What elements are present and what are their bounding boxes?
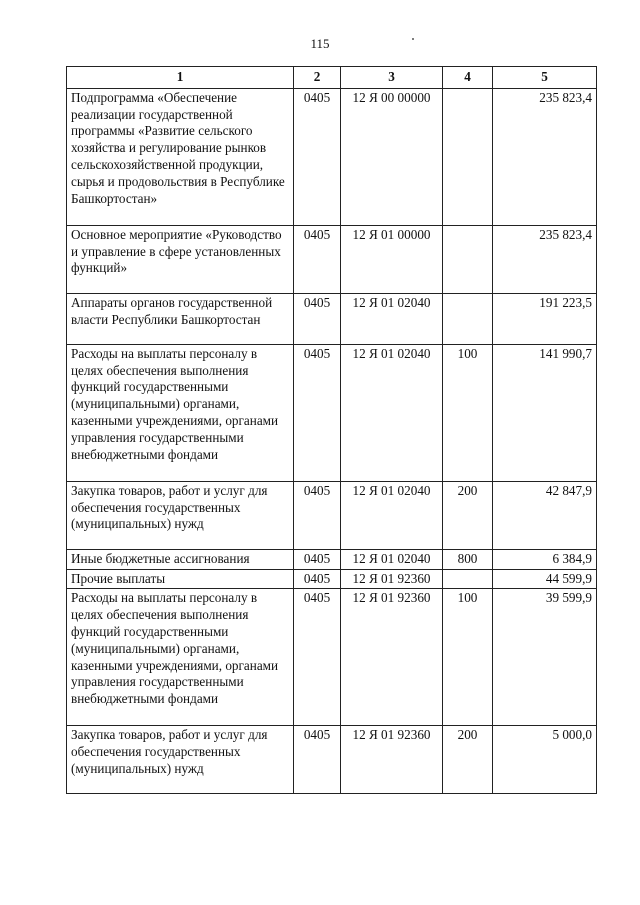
amount: 44 599,9 <box>493 569 597 589</box>
section-code: 0405 <box>294 569 341 589</box>
target-article: 12 Я 00 00000 <box>341 88 443 225</box>
amount: 5 000,0 <box>493 726 597 794</box>
table-row <box>67 726 597 794</box>
section-code: 0405 <box>294 589 341 726</box>
section-code: 0405 <box>294 344 341 481</box>
target-article: 12 Я 01 02040 <box>341 293 443 344</box>
row-name: Подпрограмма «Обеспечение реализации государственной программы «Развитие сельского хозяйства и регулирование рынков сельскохозяйственной продукции, сырья и продовольствия в Республике Башкортостан» <box>67 88 294 225</box>
table-row <box>67 225 597 293</box>
expense-type <box>443 293 493 344</box>
section-code: 0405 <box>294 726 341 794</box>
row-name: Иные бюджетные ассигнования <box>67 549 294 569</box>
row-name: Основное мероприятие «Руководство и управление в сфере установленных функций» <box>67 225 294 293</box>
target-article: 12 Я 01 92360 <box>341 569 443 589</box>
target-article: 12 Я 01 00000 <box>341 225 443 293</box>
section-code: 0405 <box>294 225 341 293</box>
expense-type <box>443 88 493 225</box>
table-row <box>67 569 597 589</box>
row-name: Расходы на выплаты персоналу в целях обеспечения выполнения функций государственными (муниципальными) органами, казенными учреждениями, органами управления государственными внебюджетными фондами <box>67 344 294 481</box>
expense-type <box>443 225 493 293</box>
amount: 42 847,9 <box>493 481 597 549</box>
target-article: 12 Я 01 02040 <box>341 344 443 481</box>
section-code: 0405 <box>294 293 341 344</box>
expense-type: 100 <box>443 344 493 481</box>
table-row <box>67 481 597 549</box>
budget-table <box>66 66 597 794</box>
amount: 141 990,7 <box>493 344 597 481</box>
expense-type <box>443 569 493 589</box>
column-header-2: 2 <box>294 67 341 89</box>
table-row <box>67 589 597 726</box>
section-code: 0405 <box>294 88 341 225</box>
section-code: 0405 <box>294 481 341 549</box>
target-article: 12 Я 01 02040 <box>341 481 443 549</box>
table-row <box>67 88 597 225</box>
page-number: 115 <box>310 36 330 51</box>
table-row <box>67 549 597 569</box>
expense-type: 800 <box>443 549 493 569</box>
section-code: 0405 <box>294 549 341 569</box>
amount: 6 384,9 <box>493 549 597 569</box>
speck-mark <box>412 38 414 40</box>
column-header-5: 5 <box>493 67 597 89</box>
amount: 39 599,9 <box>493 589 597 726</box>
row-name: Закупка товаров, работ и услуг для обеспечения государственных (муниципальных) нужд <box>67 726 294 794</box>
table-row <box>67 293 597 344</box>
amount: 191 223,5 <box>493 293 597 344</box>
target-article: 12 Я 01 02040 <box>341 549 443 569</box>
column-header-4: 4 <box>443 67 493 89</box>
amount: 235 823,4 <box>493 225 597 293</box>
row-name: Расходы на выплаты персоналу в целях обеспечения выполнения функций государственными (муниципальными) органами, казенными учреждениями, органами управления государственными внебюджетными фондами <box>67 589 294 726</box>
column-header-3: 3 <box>341 67 443 89</box>
table-row <box>67 344 597 481</box>
expense-type: 100 <box>443 589 493 726</box>
target-article: 12 Я 01 92360 <box>341 589 443 726</box>
amount: 235 823,4 <box>493 88 597 225</box>
expense-type: 200 <box>443 481 493 549</box>
table-header-row <box>67 67 597 89</box>
target-article: 12 Я 01 92360 <box>341 726 443 794</box>
row-name: Прочие выплаты <box>67 569 294 589</box>
column-header-1: 1 <box>67 67 294 89</box>
row-name: Закупка товаров, работ и услуг для обеспечения государственных (муниципальных) нужд <box>67 481 294 549</box>
row-name: Аппараты органов государственной власти Республики Башкортостан <box>67 293 294 344</box>
expense-type: 200 <box>443 726 493 794</box>
